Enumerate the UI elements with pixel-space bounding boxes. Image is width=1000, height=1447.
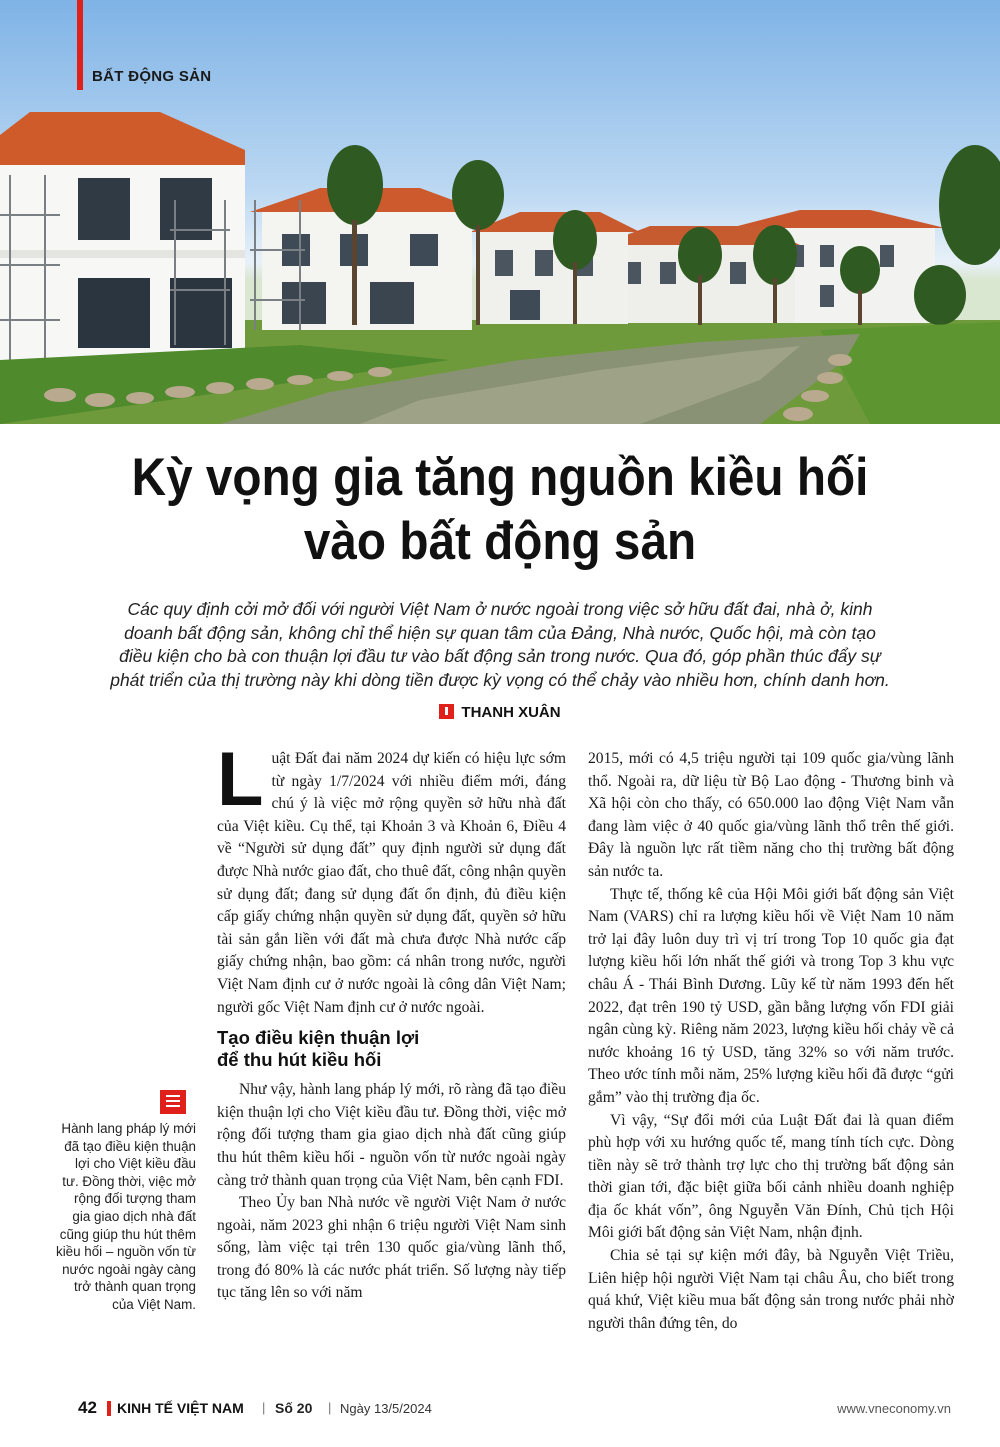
publication-name: KINH TẾ VIỆT NAM <box>117 1400 244 1416</box>
page-number: 42 <box>78 1398 97 1417</box>
issue-number: Số 20 <box>275 1400 313 1416</box>
page-footer <box>78 1398 951 1420</box>
author-name: THANH XUÂN <box>461 704 561 721</box>
article-headline <box>86 446 914 574</box>
subheading-line-2: để thu hút kiều hối <box>217 1049 382 1071</box>
villa-riverside-illustration <box>0 0 1000 424</box>
body-paragraph: Thực tế, thống kê của Hội Môi giới bất động sản Việt Nam (VARS) chỉ ra lượng kiều hối về Việt Nam 10 năm trở lại đây luôn duy trì vị trí trong Top 10 quốc gia đạt lượng kiều hối lớn nhất thế giới và trong Top 3 khu vực châu Á - Thái Bình Dương. Lũy kế từ năm 1993 đến hết 2022, đạt trên 190 tỷ USD, gần bằng lượng vốn FDI giải ngân cùng kỳ. Riêng năm 2023, lượng kiều hối chảy về cả nước khoảng 16 tỷ USD, tăng 32% so với năm trước. Theo ước tính mỗi năm, 25% lượng kiều hối đã được “gửi gắm” vào thị trường địa ốc. <box>588 885 954 1106</box>
body-paragraph: Theo Ủy ban Nhà nước về người Việt Nam ở nước ngoài, năm 2023 ghi nhận 6 triệu người Việt Nam sinh sống, làm việc tại trên 130 quốc gia/vùng lãnh thổ, trong đó 80% là các nước phát triển. Số lượng này tiếp tục tăng lên so với năm <box>217 1194 566 1302</box>
byline <box>0 704 1000 721</box>
subheading-line-1: Tạo điều kiện thuận lợi <box>217 1027 420 1049</box>
footer-separator: | <box>328 1400 332 1415</box>
hero-photo <box>0 0 1000 424</box>
article-lede: Các quy định cởi mở đối với người Việt Nam ở nước ngoài trong việc sở hữu đất đai, nhà ở, kinh doanh bất động sản, không chỉ thể hiện sự quan tâm của Đảng, Nhà nước, Quốc hội, mà còn tạo điều kiện cho bà con thuận lợi đầu tư vào bất động sản trong nước. Qua đó, góp phần thúc đẩy sự phát triển của thị trường này khi dòng tiền được kỳ vọng có thể chảy vào nhiều hơn, chính danh hơn. <box>110 599 890 690</box>
footer-accent-bar <box>107 1401 111 1416</box>
body-paragraph: Như vậy, hành lang pháp lý mới, rõ ràng đã tạo điều kiện thuận lợi cho Việt kiều đầu tư. Đồng thời, việc mở rộng đối tượng tham gia giao dịch nhà đất cũng giúp thu hút thêm kiều hối - nguồn vốn từ nước ngoài ngày càng trở thành quan trọng của Việt Nam, bên cạnh FDI. <box>217 1081 566 1189</box>
body-column-right <box>588 748 954 1335</box>
body-paragraph: Vì vậy, “Sự đổi mới của Luật Đất đai là quan điểm phù hợp với xu hướng quốc tế, mang tính tích cực. Dòng tiền này sẽ trở thành trợ lực cho thị trường bất động sản thời gian tới, đặc biệt giữa bối cảnh nhiều doanh nghiệp địa ốc khát vốn”, ông Nguyễn Văn Đính, Chủ tịch Hội Môi giới bất động sản Việt Nam, nhận định. <box>588 1111 954 1242</box>
section-accent-bar <box>77 0 83 90</box>
website-url: www.vneconomy.vn <box>837 1401 951 1416</box>
headline-line-2: vào bất động sản <box>303 512 697 571</box>
body-paragraph: Chia sẻ tại sự kiện mới đây, bà Nguyễn Việt Triều, Liên hiệp hội người Việt Nam tại châu Âu, cho biết trong quá khứ, Việt kiều mua bất động sản trong nước phải nhờ người thân đứng tên, do <box>588 1247 954 1332</box>
footer-separator: | <box>262 1400 266 1415</box>
body-column-left <box>217 737 566 1305</box>
article-icon <box>160 1090 186 1114</box>
body-paragraph: 2015, mới có 4,5 triệu người tại 109 quốc gia/vùng lãnh thổ. Ngoài ra, dữ liệu từ Bộ Lao động - Thương binh và Xã hội còn cho thấy, có 650.000 lao động Việt Nam vẫn đang làm việc ở 40 quốc gia/vùng lãnh thổ trên thế giới. Đây là nguồn lực rất tiềm năng cho thị trường bất động sản nước ta. <box>588 750 954 880</box>
issue-date: Ngày 13/5/2024 <box>340 1401 432 1416</box>
pen-icon <box>439 704 454 719</box>
body-paragraph: Luật Đất đai năm 2024 dự kiến có hiệu lực sớm từ ngày 1/7/2024 với nhiều điểm mới, đáng chú ý là việc mở rộng quyền sở hữu nhà đất của Việt kiều. Cụ thể, tại Khoản 3 và Khoản 6, Điều 4 về “Người sử dụng đất” quy định người sử dụng đất được Nhà nước giao đất, cho thuê đất, công nhận quyền sử dụng đất; đang sử dụng đất ổn định, đủ điều kiện cấp giấy chứng nhận quyền sử dụng đất, quyền sở hữu tài sản gắn liền với đất mà chưa được Nhà nước cấp giấy chứng nhận, bao gồm: cá nhân trong nước, người Việt Nam định cư ở nước ngoài là công dân Việt Nam; người gốc Việt Nam định cư ở nước ngoài. <box>217 737 566 1016</box>
headline-line-1: Kỳ vọng gia tăng nguồn kiều hối <box>131 448 869 507</box>
section-label: BẤT ĐỘNG SẢN <box>92 68 212 85</box>
photo-caption: Hành lang pháp lý mới đã tạo điều kiện thuận lợi cho Việt kiều đầu tư. Đồng thời, việc mở rộng đối tượng tham gia giao dịch nhà đất cũng giúp thu hút thêm kiều hối – nguồn vốn từ nước ngoài ngày càng trở thành quan trọng của Việt Nam. <box>56 1121 196 1312</box>
subheading <box>217 1027 566 1071</box>
